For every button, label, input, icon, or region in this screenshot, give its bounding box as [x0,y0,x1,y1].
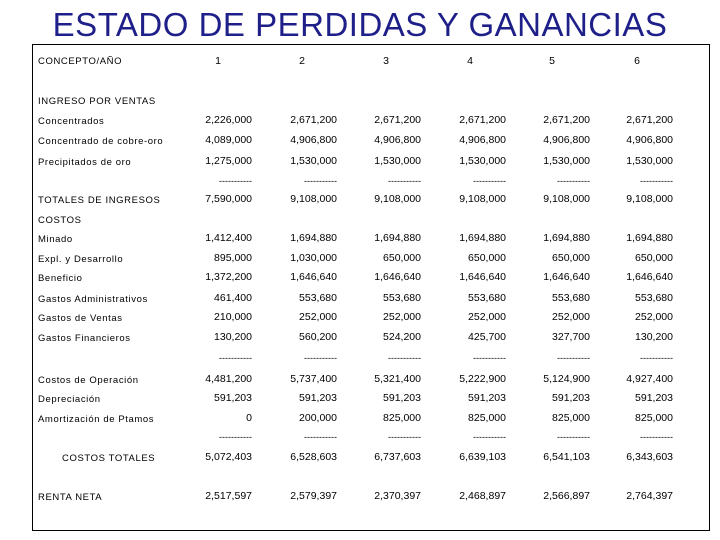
table-cell: 1,694,880 [626,232,673,244]
table-cell: 2,468,897 [459,490,506,502]
row-label: COSTOS TOTALES [62,453,156,464]
column-header-year: 6 [634,55,640,67]
table-cell: 252,000 [552,311,590,323]
separator-line: ----------- [640,176,673,186]
table-cell: 650,000 [552,252,590,264]
row-label: Minado [38,234,73,245]
section-heading: INGRESO POR VENTAS [38,96,156,107]
table-cell: 1,530,000 [543,155,590,167]
table-cell: 553,680 [552,292,590,304]
table-cell: 524,200 [383,331,421,343]
separator-line: ----------- [640,432,673,442]
row-label: RENTA NETA [38,492,103,503]
table-cell: 6,343,603 [626,451,673,463]
separator-line: ----------- [388,353,421,363]
row-label: TOTALES DE INGRESOS [38,195,161,206]
table-cell: 130,200 [214,331,252,343]
table-cell: 1,412,400 [205,232,252,244]
table-cell: 9,108,000 [459,193,506,205]
table-cell: 2,671,200 [543,114,590,126]
row-label: Gastos de Ventas [38,313,123,324]
separator-line: ----------- [219,353,252,363]
table-cell: 895,000 [214,252,252,264]
table-cell: 2,579,397 [290,490,337,502]
table-cell: 591,203 [552,392,590,404]
table-cell: 1,530,000 [374,155,421,167]
table-cell: 4,481,200 [205,373,252,385]
table-cell: 4,906,800 [459,134,506,146]
table-cell: 2,671,200 [374,114,421,126]
table-cell: 1,694,880 [459,232,506,244]
table-cell: 6,541,103 [543,451,590,463]
row-label: Precipitados de oro [38,157,132,168]
table-cell: 5,072,403 [205,451,252,463]
table-cell: 9,108,000 [626,193,673,205]
table-cell: 553,680 [635,292,673,304]
table-cell: 560,200 [299,331,337,343]
table-cell: 2,226,000 [205,114,252,126]
table-cell: 591,203 [468,392,506,404]
table-cell: 2,370,397 [374,490,421,502]
row-label: Beneficio [38,273,83,284]
table-cell: 4,906,800 [374,134,421,146]
table-cell: 650,000 [383,252,421,264]
table-cell: 591,203 [383,392,421,404]
table-cell: 553,680 [468,292,506,304]
table-cell: 130,200 [635,331,673,343]
column-header-year: 1 [215,55,221,67]
table-cell: 1,530,000 [290,155,337,167]
table-cell: 591,203 [214,392,252,404]
table-cell: 2,671,200 [290,114,337,126]
separator-line: ----------- [388,176,421,186]
separator-line: ----------- [219,176,252,186]
table-cell: 1,646,640 [290,271,337,283]
table-cell: 825,000 [468,412,506,424]
separator-line: ----------- [557,176,590,186]
column-header-year: 3 [383,55,389,67]
page-title: ESTADO DE PERDIDAS Y GANANCIAS [52,6,668,43]
table-cell: 9,108,000 [543,193,590,205]
table-cell: 252,000 [635,311,673,323]
table-cell: 1,646,640 [626,271,673,283]
row-label: Concentrado de cobre-oro [38,136,164,147]
table-cell: 1,530,000 [626,155,673,167]
table-cell: 5,222,900 [459,373,506,385]
table-cell: 650,000 [635,252,673,264]
table-cell: 553,680 [299,292,337,304]
separator-line: ----------- [557,353,590,363]
table-cell: 6,639,103 [459,451,506,463]
table-cell: 553,680 [383,292,421,304]
table-cell: 591,203 [635,392,673,404]
table-cell: 4,927,400 [626,373,673,385]
table-cell: 825,000 [552,412,590,424]
table-cell: 0 [246,412,252,424]
row-label: Gastos Administrativos [38,294,148,305]
column-header-year: 4 [467,55,473,67]
table-cell: 1,372,200 [205,271,252,283]
table-cell: 6,528,603 [290,451,337,463]
table-cell: 9,108,000 [290,193,337,205]
row-label: Expl. y Desarrollo [38,254,124,265]
table-cell: 327,700 [552,331,590,343]
table-cell: 252,000 [383,311,421,323]
table-cell: 425,700 [468,331,506,343]
table-cell: 1,646,640 [543,271,590,283]
separator-line: ----------- [388,432,421,442]
table-cell: 1,530,000 [459,155,506,167]
separator-line: ----------- [304,176,337,186]
table-cell: 7,590,000 [205,193,252,205]
table-cell: 4,906,800 [290,134,337,146]
row-label: Costos de Operación [38,375,139,386]
table-cell: 2,671,200 [626,114,673,126]
table-cell: 200,000 [299,412,337,424]
table-cell: 9,108,000 [374,193,421,205]
table-cell: 6,737,603 [374,451,421,463]
table-cell: 825,000 [635,412,673,424]
table-cell: 5,124,900 [543,373,590,385]
table-cell: 1,646,640 [374,271,421,283]
separator-line: ----------- [473,432,506,442]
separator-line: ----------- [473,176,506,186]
column-header-year: 5 [549,55,555,67]
row-label: Amortización de Ptamos [38,414,155,425]
table-cell: 1,275,000 [205,155,252,167]
separator-line: ----------- [557,432,590,442]
table-cell: 5,737,400 [290,373,337,385]
section-heading: COSTOS [38,215,82,226]
table-cell: 252,000 [468,311,506,323]
table-cell: 2,671,200 [459,114,506,126]
table-cell: 5,321,400 [374,373,421,385]
table-cell: 4,906,800 [626,134,673,146]
table-cell: 4,089,000 [205,134,252,146]
table-cell: 1,694,880 [290,232,337,244]
table-cell: 252,000 [299,311,337,323]
table-cell: 2,764,397 [626,490,673,502]
row-label: Concentrados [38,116,105,127]
separator-line: ----------- [473,353,506,363]
separator-line: ----------- [304,432,337,442]
table-cell: 210,000 [214,311,252,323]
table-cell: 650,000 [468,252,506,264]
table-cell: 461,400 [214,292,252,304]
separator-line: ----------- [219,432,252,442]
table-cell: 4,906,800 [543,134,590,146]
table-cell: 2,566,897 [543,490,590,502]
column-header-year: 2 [299,55,305,67]
column-header-concept: CONCEPTO/AÑO [38,56,123,67]
separator-line: ----------- [304,353,337,363]
table-cell: 1,030,000 [290,252,337,264]
table-cell: 591,203 [299,392,337,404]
separator-line: ----------- [640,353,673,363]
table-cell: 1,694,880 [543,232,590,244]
row-label: Gastos Financieros [38,333,131,344]
table-cell: 2,517,597 [205,490,252,502]
table-cell: 1,694,880 [374,232,421,244]
table-cell: 1,646,640 [459,271,506,283]
row-label: Depreciación [38,394,101,405]
table-cell: 825,000 [383,412,421,424]
